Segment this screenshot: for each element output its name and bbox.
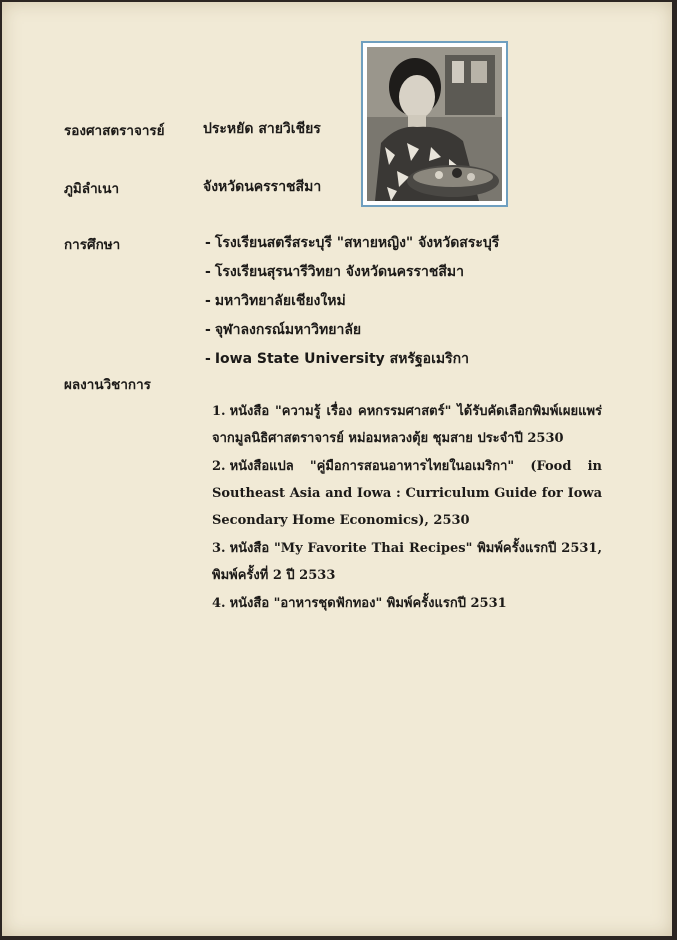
education-item: - จุฬาลงกรณ์มหาวิทยาลัย (205, 322, 362, 338)
works-list (212, 398, 602, 618)
book-back-cover (2, 2, 672, 936)
hometown-value: จังหวัดนครราชสีมา (203, 179, 322, 195)
education-label: การศึกษา (64, 237, 121, 253)
portrait-image (367, 47, 502, 201)
works-label: ผลงานวิชาการ (64, 377, 151, 393)
work-item: 3. หนังสือ "My Favorite Thai Recipes" พิมพ์ครั้งแรกปี 2531, พิมพ์ครั้งที่ 2 ปี 2533 (212, 541, 602, 583)
education-item: - Iowa State University สหรัฐอเมริกา (205, 351, 469, 367)
work-item: 1. หนังสือ "ความรู้ เรื่อง คหกรรมศาสตร์" ได้รับคัดเลือกพิมพ์เผยแพร่จากมูลนิธิศาสตราจารย์ หม่อมหลวงตุ้ย ชุมสาย ประจำปี 2530 (212, 404, 602, 446)
education-list (205, 232, 499, 377)
work-item: 2. หนังสือแปล "คู่มือการสอนอาหารไทยในอเมริกา" (Food in Southeast Asia and Iowa : Curriculum Guide for Iowa Secondary Home Economics), 2530 (212, 459, 602, 528)
education-item: - โรงเรียนสุรนารีวิทยา จังหวัดนครราชสีมา (205, 264, 465, 280)
hometown-label: ภูมิลำเนา (64, 181, 120, 197)
education-item: - โรงเรียนสตรีสระบุรี "สหายหญิง" จังหวัดสระบุรี (205, 235, 500, 251)
education-item: - มหาวิทยาลัยเชียงใหม่ (205, 293, 346, 309)
academic-title-label: รองศาสตราจารย์ (64, 123, 165, 139)
work-item: 4. หนังสือ "อาหารชุดฟักทอง" พิมพ์ครั้งแรกปี 2531 (212, 596, 507, 611)
author-name: ประหยัด สายวิเชียร (203, 121, 321, 137)
author-portrait-photo (361, 41, 508, 207)
